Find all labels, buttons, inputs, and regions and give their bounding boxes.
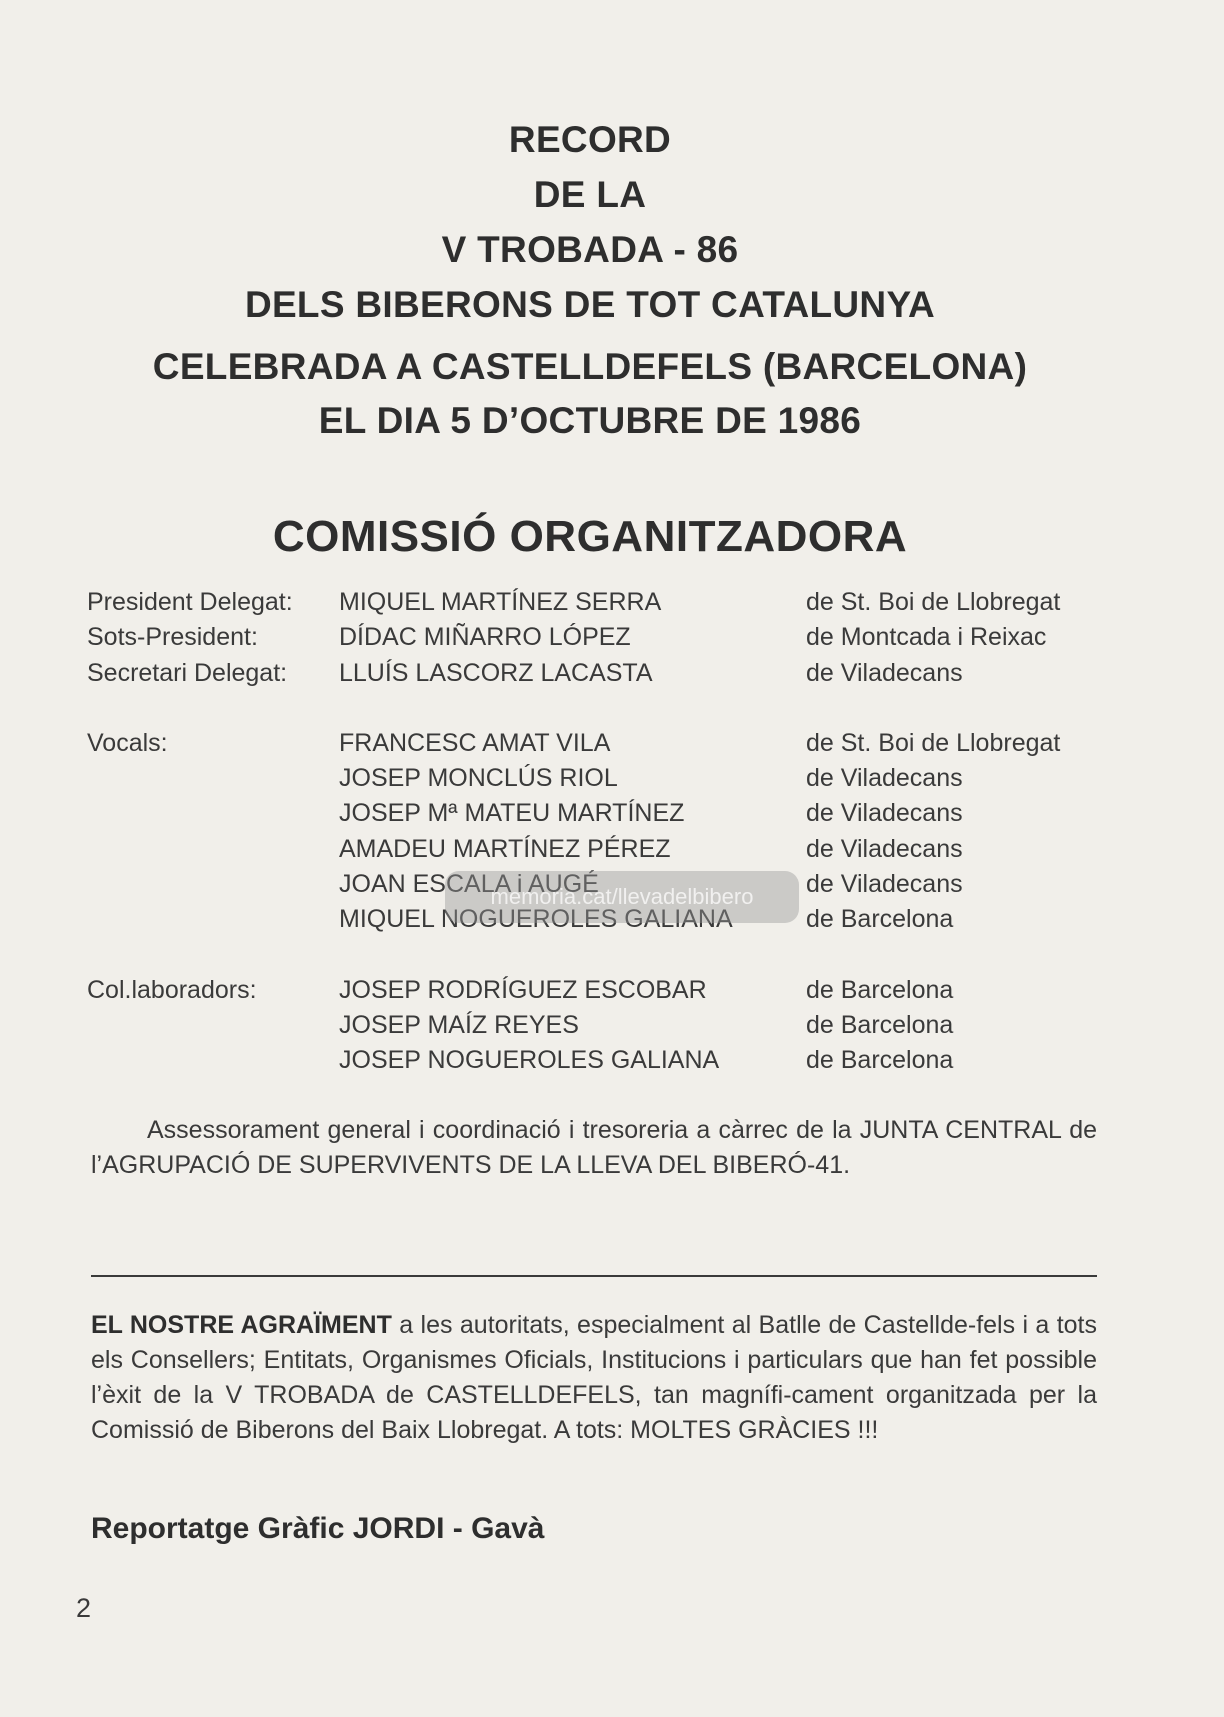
vocal-name: JOSEP MONCLÚS RIOL (339, 764, 618, 793)
vocal-place: de St. Boi de Llobregat (806, 728, 1061, 757)
vocal-row (87, 761, 1127, 796)
header-line-biberons: DELS BIBERONS DE TOT CATALUNYA (244, 284, 936, 325)
vocal-place: de Viladecans (806, 764, 963, 793)
header-line-record: RECORD (508, 119, 672, 160)
collaborator-place: de Barcelona (806, 1010, 954, 1039)
vocal-name: MIQUEL NOGUEROLES GALIANA (339, 905, 733, 934)
section-divider (91, 1275, 1097, 1277)
thanks-lead: EL NOSTRE AGRAÏMENT (91, 1311, 392, 1339)
vocals-label: Vocals: (87, 728, 168, 757)
header-line-de-la: DE LA (533, 174, 647, 215)
collaborator-row (87, 1008, 1127, 1043)
officer-role: Sots-President: (87, 623, 258, 652)
collaborator-name: JOSEP RODRÍGUEZ ESCOBAR (339, 975, 707, 1004)
assessment-paragraph: Assessorament general i coordinació i tresoreria a càrrec de la JUNTA CENTRAL de l’AGRUPACIÓ DE SUPERVIVENTS DE LA LLEVA DEL BIBERÓ-41. (91, 1116, 1097, 1179)
officer-name: MIQUEL MARTÍNEZ SERRA (339, 588, 662, 616)
vocal-name: JOSEP Mª MATEU MARTÍNEZ (339, 799, 685, 828)
header-line-date: EL DIA 5 D’OCTUBRE DE 1986 (318, 400, 862, 441)
collaborator-row (87, 973, 1127, 1008)
collaborator-place: de Barcelona (806, 975, 954, 1004)
page-number: 2 (76, 1593, 92, 1623)
watermark-badge: memoria.cat/llevadelbibero (445, 871, 799, 923)
collaborator-row (87, 1043, 1127, 1078)
vocal-name: JOAN ESCALA i AUGÉ (339, 870, 599, 899)
officer-place: de Viladecans (806, 658, 963, 687)
collaborator-name: JOSEP NOGUEROLES GALIANA (339, 1046, 720, 1075)
header-line-trobada: V TROBADA - 86 (441, 229, 739, 270)
officer-place: de St. Boi de Llobregat (806, 588, 1061, 616)
thanks-text: a les autoritats, especialment al Batlle de Castellde-fels i a tots els Consellers; Entitats, Organismes Oficials, Institucions i particulars que han fet possible l’èxit de la V TROBADA de CASTELLDEFELS, tan magnífi-cament organitzada per la Comissió de Biberons del Baix Llobregat. A tots: MOLTES GRÀCIES !!! (91, 1311, 1098, 1444)
vocal-place: de Viladecans (806, 834, 963, 863)
officer-name: LLUÍS LASCORZ LACASTA (339, 658, 653, 687)
vocal-row (87, 726, 1127, 761)
vocal-name: AMADEU MARTÍNEZ PÉREZ (339, 834, 671, 863)
section-gap (87, 691, 1127, 726)
section-gap (87, 938, 1127, 973)
vocal-name: FRANCESC AMAT VILA (339, 728, 611, 757)
officer-role: Secretari Delegat: (87, 658, 288, 687)
commission-members (87, 585, 1127, 1079)
vocal-place: de Barcelona (806, 905, 954, 934)
officer-place: de Montcada i Reixac (806, 623, 1047, 652)
officer-row (87, 585, 1127, 620)
commission-title: COMISSIÓ ORGANITZADORA (272, 512, 908, 561)
officer-role: President Delegat: (87, 588, 293, 616)
officer-row (87, 620, 1127, 655)
collaborator-place: de Barcelona (806, 1046, 954, 1075)
thanks-paragraph (91, 1308, 1097, 1448)
collaborator-name: JOSEP MAÍZ REYES (339, 1010, 579, 1039)
header-line-celebrada: CELEBRADA A CASTELLDEFELS (BARCELONA) (152, 346, 1028, 387)
document-header (0, 112, 1180, 448)
photo-credit: Reportatge Gràfic JORDI - Gavà (91, 1512, 545, 1545)
vocal-place: de Viladecans (806, 870, 963, 899)
vocal-place: de Viladecans (806, 799, 963, 828)
vocal-row (87, 796, 1127, 831)
officer-name: DÍDAC MIÑARRO LÓPEZ (339, 623, 631, 652)
officer-row (87, 656, 1127, 691)
vocal-row (87, 832, 1127, 867)
collaborators-label: Col.laboradors: (87, 975, 257, 1004)
